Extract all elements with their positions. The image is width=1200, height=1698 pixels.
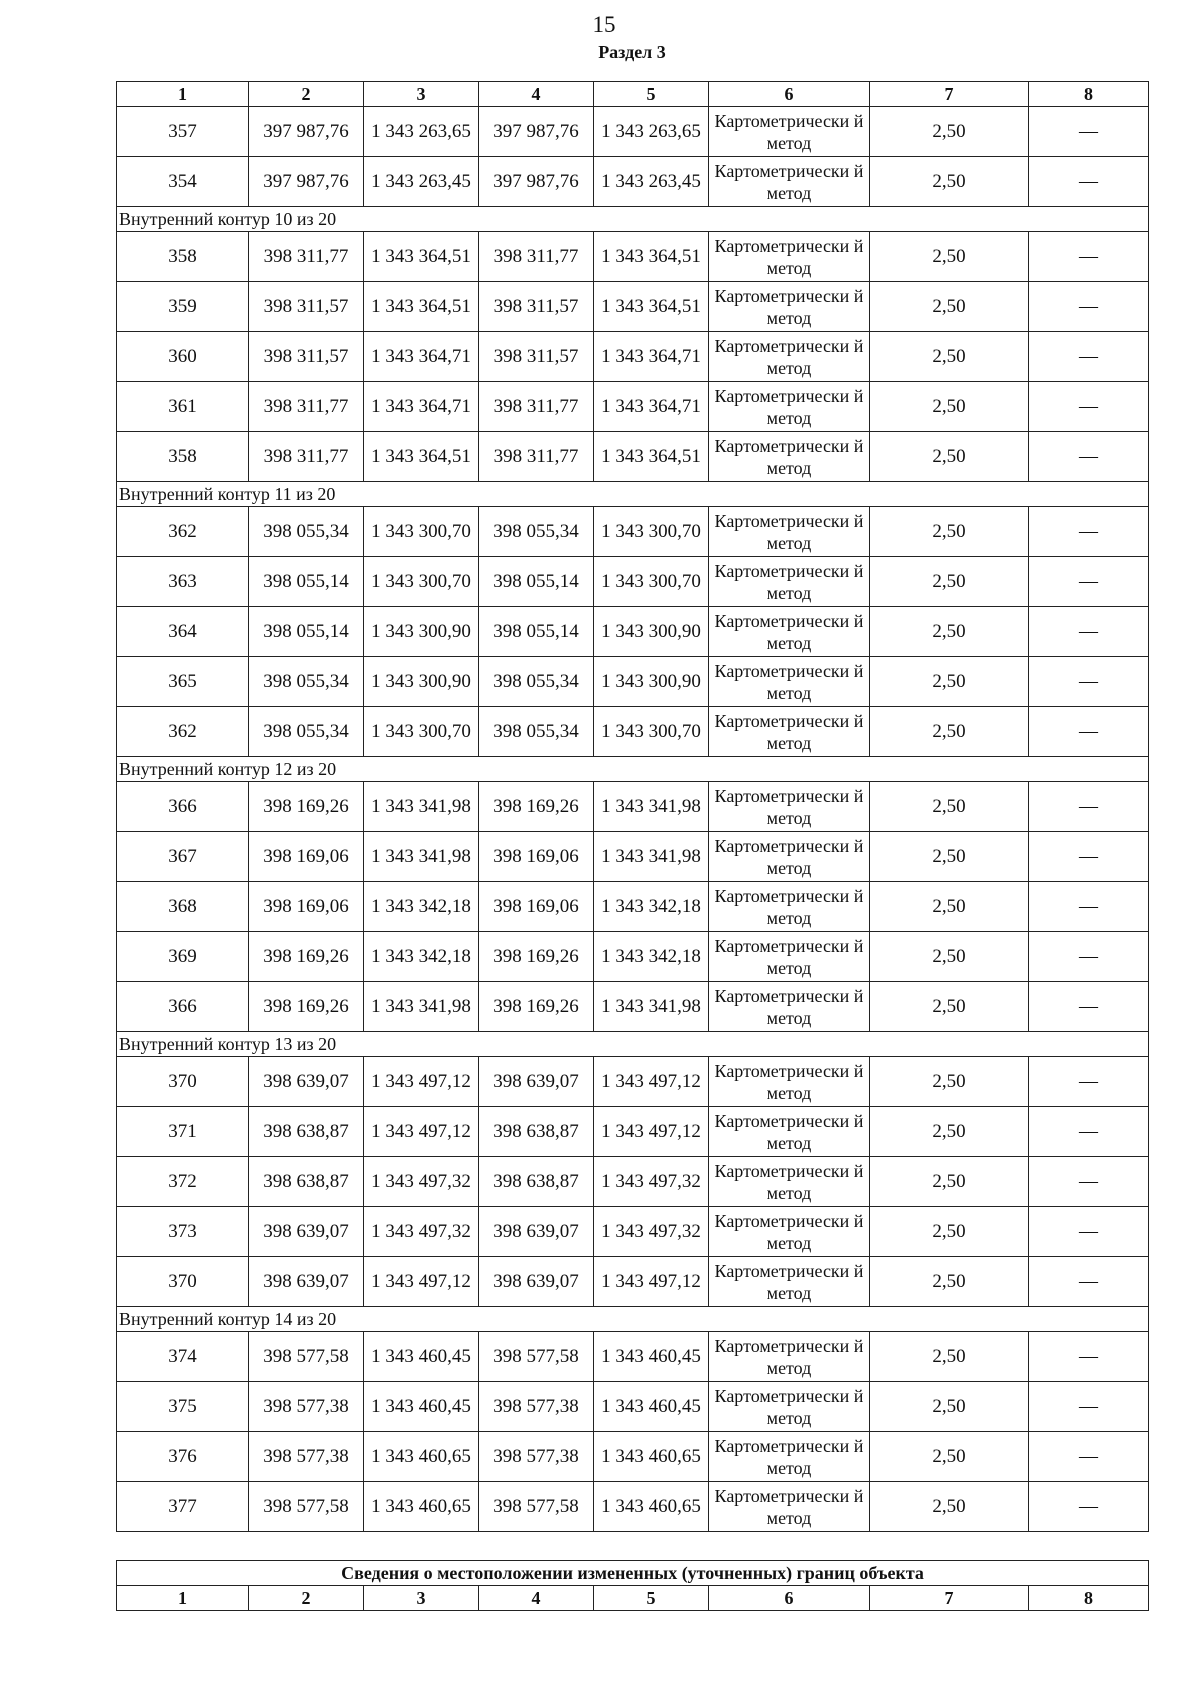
table-cell: 398 311,77 xyxy=(479,232,594,282)
table-cell: 398 639,07 xyxy=(479,1057,594,1107)
table-cell: 398 055,14 xyxy=(249,607,364,657)
table-cell: 398 055,14 xyxy=(479,607,594,657)
table-cell: 1 343 263,45 xyxy=(364,157,479,207)
table-cell: 1 343 342,18 xyxy=(364,882,479,932)
table-row xyxy=(117,1257,1149,1307)
table-cell: 398 638,87 xyxy=(249,1157,364,1207)
table-cell: 1 343 341,98 xyxy=(594,832,709,882)
table-cell: — xyxy=(1029,1207,1149,1257)
table-cell: 398 169,06 xyxy=(479,882,594,932)
table-cell: 398 169,26 xyxy=(479,782,594,832)
table-cell: 2,50 xyxy=(870,657,1029,707)
table-cell: 364 xyxy=(117,607,249,657)
table-row xyxy=(117,332,1149,382)
column-header: 7 xyxy=(870,82,1029,107)
table-cell: — xyxy=(1029,982,1149,1032)
table-cell: Картометрически й метод xyxy=(709,607,870,657)
table-cell: 2,50 xyxy=(870,832,1029,882)
table-row xyxy=(117,1382,1149,1432)
table-cell: — xyxy=(1029,107,1149,157)
table-cell: 2,50 xyxy=(870,557,1029,607)
table-cell: 1 343 497,32 xyxy=(364,1157,479,1207)
table-cell: 398 169,06 xyxy=(479,832,594,882)
table-row xyxy=(117,782,1149,832)
table-cell: 398 639,07 xyxy=(479,1207,594,1257)
table-cell: — xyxy=(1029,382,1149,432)
table-cell: — xyxy=(1029,782,1149,832)
table-cell: Картометрически й метод xyxy=(709,782,870,832)
changed-boundaries-table xyxy=(116,1560,1149,1611)
table-cell: Картометрически й метод xyxy=(709,507,870,557)
table-cell: 2,50 xyxy=(870,1257,1029,1307)
bottom-column-header-row xyxy=(117,1586,1149,1611)
table-cell: 398 169,26 xyxy=(479,932,594,982)
table-row xyxy=(117,282,1149,332)
table-cell: 397 987,76 xyxy=(249,107,364,157)
column-header: 3 xyxy=(364,82,479,107)
table-cell: 2,50 xyxy=(870,232,1029,282)
table-cell: — xyxy=(1029,1382,1149,1432)
table-cell: Картометрически й метод xyxy=(709,707,870,757)
contour-row xyxy=(117,482,1149,507)
table-cell: 398 055,34 xyxy=(249,657,364,707)
table-cell: 361 xyxy=(117,382,249,432)
table-cell: 398 055,34 xyxy=(249,507,364,557)
table-cell: 398 311,57 xyxy=(479,282,594,332)
table-cell: 2,50 xyxy=(870,607,1029,657)
table-cell: — xyxy=(1029,607,1149,657)
table-cell: 2,50 xyxy=(870,157,1029,207)
table-cell: 1 343 460,65 xyxy=(594,1432,709,1482)
table-cell: 2,50 xyxy=(870,507,1029,557)
table-cell: 1 343 342,18 xyxy=(594,932,709,982)
table-cell: 1 343 300,70 xyxy=(364,507,479,557)
table-cell: 398 577,38 xyxy=(249,1382,364,1432)
table-cell: 1 343 497,12 xyxy=(364,1257,479,1307)
table-cell: — xyxy=(1029,1482,1149,1532)
table-cell: 2,50 xyxy=(870,1482,1029,1532)
table-cell: 397 987,76 xyxy=(479,107,594,157)
table-cell: 1 343 300,90 xyxy=(364,657,479,707)
table-cell: 360 xyxy=(117,332,249,382)
table-cell: 398 577,38 xyxy=(249,1432,364,1482)
table-row xyxy=(117,157,1149,207)
table-cell: 2,50 xyxy=(870,1207,1029,1257)
table-cell: 2,50 xyxy=(870,1057,1029,1107)
table-cell: — xyxy=(1029,832,1149,882)
table-cell: 358 xyxy=(117,432,249,482)
column-header-row xyxy=(117,82,1149,107)
table-row xyxy=(117,507,1149,557)
table-cell: 357 xyxy=(117,107,249,157)
table-cell: 398 169,26 xyxy=(479,982,594,1032)
table-cell: 398 311,57 xyxy=(249,282,364,332)
table-cell: 1 343 364,51 xyxy=(364,432,479,482)
column-header: 5 xyxy=(594,1586,709,1611)
table-cell: Картометрически й метод xyxy=(709,107,870,157)
table-cell: 1 343 497,12 xyxy=(364,1107,479,1157)
table-row xyxy=(117,1057,1149,1107)
table-cell: 375 xyxy=(117,1382,249,1432)
contour-row xyxy=(117,1307,1149,1332)
table-cell: 2,50 xyxy=(870,882,1029,932)
column-header: 1 xyxy=(117,82,249,107)
table-cell: Картометрически й метод xyxy=(709,1207,870,1257)
table-cell: 369 xyxy=(117,932,249,982)
table-cell: 398 638,87 xyxy=(479,1107,594,1157)
column-header: 4 xyxy=(479,82,594,107)
table-cell: Картометрически й метод xyxy=(709,832,870,882)
table-cell: 1 343 341,98 xyxy=(364,982,479,1032)
table-cell: 366 xyxy=(117,982,249,1032)
table-cell: 1 343 497,12 xyxy=(594,1257,709,1307)
table-cell: 1 343 300,70 xyxy=(364,557,479,607)
table-row xyxy=(117,557,1149,607)
table-cell: 1 343 497,12 xyxy=(364,1057,479,1107)
table-cell: 398 169,26 xyxy=(249,782,364,832)
table-cell: 398 638,87 xyxy=(479,1157,594,1207)
table-cell: — xyxy=(1029,1332,1149,1382)
coordinates-table-body xyxy=(117,82,1149,1532)
table-cell: — xyxy=(1029,1107,1149,1157)
table-cell: 367 xyxy=(117,832,249,882)
table-cell: Картометрически й метод xyxy=(709,982,870,1032)
table-cell: 2,50 xyxy=(870,1382,1029,1432)
table-cell: 1 343 263,65 xyxy=(594,107,709,157)
table-cell: 1 343 497,12 xyxy=(594,1107,709,1157)
table-cell: 1 343 263,45 xyxy=(594,157,709,207)
table-cell: 2,50 xyxy=(870,932,1029,982)
table-cell: 398 577,38 xyxy=(479,1432,594,1482)
table-row xyxy=(117,657,1149,707)
table-cell: Картометрически й метод xyxy=(709,1332,870,1382)
table-cell: 366 xyxy=(117,782,249,832)
column-header: 1 xyxy=(117,1586,249,1611)
table-cell: 1 343 341,98 xyxy=(364,832,479,882)
column-header: 5 xyxy=(594,82,709,107)
table-cell: 1 343 497,32 xyxy=(594,1207,709,1257)
table-cell: — xyxy=(1029,932,1149,982)
table-cell: 398 169,26 xyxy=(249,932,364,982)
table-cell: Картометрически й метод xyxy=(709,932,870,982)
contour-label: Внутренний контур 14 из 20 xyxy=(117,1307,1149,1332)
table-cell: 1 343 300,90 xyxy=(594,657,709,707)
table-cell: 1 343 300,90 xyxy=(364,607,479,657)
table-cell: 398 311,77 xyxy=(479,382,594,432)
table-cell: 1 343 300,70 xyxy=(364,707,479,757)
table-cell: Картометрически й метод xyxy=(709,232,870,282)
table-cell: 358 xyxy=(117,232,249,282)
table-cell: Картометрически й метод xyxy=(709,1157,870,1207)
coordinates-table xyxy=(116,81,1149,1532)
table-cell: 1 343 364,51 xyxy=(594,232,709,282)
table-cell: 398 169,06 xyxy=(249,882,364,932)
table-cell: — xyxy=(1029,1257,1149,1307)
table-cell: 2,50 xyxy=(870,1107,1029,1157)
table-cell: 362 xyxy=(117,507,249,557)
table-cell: 1 343 460,45 xyxy=(364,1332,479,1382)
table-cell: 2,50 xyxy=(870,432,1029,482)
contour-row xyxy=(117,207,1149,232)
table-cell: 2,50 xyxy=(870,382,1029,432)
table-cell: Картометрически й метод xyxy=(709,1432,870,1482)
table-cell: 1 343 460,45 xyxy=(594,1382,709,1432)
changed-boundaries-caption: Сведения о местоположении измененных (уточненных) границ объекта xyxy=(117,1561,1149,1586)
table-cell: 368 xyxy=(117,882,249,932)
table-cell: 398 639,07 xyxy=(249,1257,364,1307)
table-cell: 363 xyxy=(117,557,249,607)
table-cell: 2,50 xyxy=(870,1332,1029,1382)
table-cell: 398 311,77 xyxy=(249,382,364,432)
table-cell: — xyxy=(1029,157,1149,207)
table-cell: 1 343 364,71 xyxy=(364,382,479,432)
table-cell: 398 577,58 xyxy=(479,1332,594,1382)
table-cell: 398 638,87 xyxy=(249,1107,364,1157)
table-cell: 1 343 364,51 xyxy=(594,282,709,332)
table-row xyxy=(117,982,1149,1032)
table-cell: 398 577,58 xyxy=(249,1482,364,1532)
table-cell: 398 055,14 xyxy=(479,557,594,607)
table-cell: — xyxy=(1029,1432,1149,1482)
table-cell: 372 xyxy=(117,1157,249,1207)
column-header: 8 xyxy=(1029,82,1149,107)
table-cell: 2,50 xyxy=(870,1432,1029,1482)
changed-boundaries-table-body xyxy=(117,1561,1149,1611)
table-row xyxy=(117,1432,1149,1482)
column-header: 2 xyxy=(249,1586,364,1611)
changed-boundaries-caption-row xyxy=(117,1561,1149,1586)
table-cell: 1 343 460,65 xyxy=(364,1432,479,1482)
table-cell: — xyxy=(1029,1157,1149,1207)
table-cell: 398 639,07 xyxy=(479,1257,594,1307)
table-cell: — xyxy=(1029,232,1149,282)
table-cell: — xyxy=(1029,557,1149,607)
contour-row xyxy=(117,757,1149,782)
table-row xyxy=(117,432,1149,482)
table-cell: 398 577,58 xyxy=(479,1482,594,1532)
table-cell: 397 987,76 xyxy=(479,157,594,207)
table-cell: 2,50 xyxy=(870,707,1029,757)
column-header: 2 xyxy=(249,82,364,107)
table-cell: 1 343 364,71 xyxy=(594,382,709,432)
table-cell: 1 343 364,51 xyxy=(364,282,479,332)
contour-label: Внутренний контур 12 из 20 xyxy=(117,757,1149,782)
table-cell: 398 055,14 xyxy=(249,557,364,607)
table-cell: — xyxy=(1029,332,1149,382)
table-cell: 398 311,77 xyxy=(249,232,364,282)
table-cell: 1 343 460,45 xyxy=(364,1382,479,1432)
table-cell: Картометрически й метод xyxy=(709,1057,870,1107)
table-cell: 2,50 xyxy=(870,782,1029,832)
table-cell: 1 343 497,32 xyxy=(364,1207,479,1257)
column-header: 6 xyxy=(709,1586,870,1611)
table-cell: Картометрически й метод xyxy=(709,657,870,707)
table-cell: 398 055,34 xyxy=(479,707,594,757)
table-cell: 398 577,58 xyxy=(249,1332,364,1382)
table-cell: Картометрически й метод xyxy=(709,382,870,432)
table-cell: 398 311,57 xyxy=(249,332,364,382)
table-cell: 1 343 300,70 xyxy=(594,507,709,557)
table-cell: 1 343 364,51 xyxy=(364,232,479,282)
table-row xyxy=(117,1157,1149,1207)
table-cell: 1 343 460,45 xyxy=(594,1332,709,1382)
table-row xyxy=(117,882,1149,932)
table-cell: 1 343 300,70 xyxy=(594,707,709,757)
table-cell: 1 343 341,98 xyxy=(594,982,709,1032)
table-cell: 398 639,07 xyxy=(249,1057,364,1107)
table-cell: 1 343 300,70 xyxy=(594,557,709,607)
table-cell: Картометрически й метод xyxy=(709,882,870,932)
table-cell: 354 xyxy=(117,157,249,207)
table-cell: 376 xyxy=(117,1432,249,1482)
table-cell: Картометрически й метод xyxy=(709,1382,870,1432)
table-cell: Картометрически й метод xyxy=(709,1257,870,1307)
table-cell: — xyxy=(1029,282,1149,332)
table-cell: — xyxy=(1029,432,1149,482)
table-cell: Картометрически й метод xyxy=(709,282,870,332)
table-cell: 398 055,34 xyxy=(249,707,364,757)
column-header: 7 xyxy=(870,1586,1029,1611)
page-number: 15 xyxy=(592,12,616,37)
table-cell: 1 343 460,65 xyxy=(364,1482,479,1532)
table-cell: 398 577,38 xyxy=(479,1382,594,1432)
table-row xyxy=(117,1107,1149,1157)
table-cell: 1 343 263,65 xyxy=(364,107,479,157)
table-cell: 398 311,77 xyxy=(249,432,364,482)
table-cell: 2,50 xyxy=(870,282,1029,332)
contour-label: Внутренний контур 11 из 20 xyxy=(117,482,1149,507)
column-header: 4 xyxy=(479,1586,594,1611)
table-cell: 377 xyxy=(117,1482,249,1532)
table-cell: 1 343 364,71 xyxy=(364,332,479,382)
column-header: 8 xyxy=(1029,1586,1149,1611)
table-row xyxy=(117,607,1149,657)
table-cell: 371 xyxy=(117,1107,249,1157)
table-cell: 398 311,57 xyxy=(479,332,594,382)
table-cell: 398 055,34 xyxy=(479,657,594,707)
table-cell: 1 343 342,18 xyxy=(594,882,709,932)
table-cell: 373 xyxy=(117,1207,249,1257)
table-row xyxy=(117,1332,1149,1382)
table-cell: 398 055,34 xyxy=(479,507,594,557)
table-cell: 1 343 364,71 xyxy=(594,332,709,382)
table-cell: 397 987,76 xyxy=(249,157,364,207)
table-cell: — xyxy=(1029,882,1149,932)
table-cell: 365 xyxy=(117,657,249,707)
table-row xyxy=(117,107,1149,157)
table-cell: Картометрически й метод xyxy=(709,332,870,382)
table-cell: 1 343 342,18 xyxy=(364,932,479,982)
table-cell: Картометрически й метод xyxy=(709,1107,870,1157)
table-cell: 2,50 xyxy=(870,982,1029,1032)
table-cell: 1 343 460,65 xyxy=(594,1482,709,1532)
table-cell: Картометрически й метод xyxy=(709,157,870,207)
table-cell: 374 xyxy=(117,1332,249,1382)
table-row xyxy=(117,1482,1149,1532)
table-cell: — xyxy=(1029,507,1149,557)
contour-label: Внутренний контур 13 из 20 xyxy=(117,1032,1149,1057)
table-cell: 1 343 497,12 xyxy=(594,1057,709,1107)
table-cell: 398 639,07 xyxy=(249,1207,364,1257)
column-header: 3 xyxy=(364,1586,479,1611)
table-row xyxy=(117,382,1149,432)
table-cell: — xyxy=(1029,1057,1149,1107)
table-cell: 2,50 xyxy=(870,1157,1029,1207)
column-header: 6 xyxy=(709,82,870,107)
table-cell: 1 343 341,98 xyxy=(364,782,479,832)
table-cell: Картометрически й метод xyxy=(709,557,870,607)
table-row xyxy=(117,232,1149,282)
contour-label: Внутренний контур 10 из 20 xyxy=(117,207,1149,232)
section-title: Раздел 3 xyxy=(598,42,666,62)
table-cell: 398 169,26 xyxy=(249,982,364,1032)
table-row xyxy=(117,932,1149,982)
table-cell: — xyxy=(1029,657,1149,707)
table-cell: 362 xyxy=(117,707,249,757)
table-row xyxy=(117,707,1149,757)
table-cell: 1 343 300,90 xyxy=(594,607,709,657)
table-cell: 2,50 xyxy=(870,107,1029,157)
table-cell: Картометрически й метод xyxy=(709,1482,870,1532)
table-cell: 359 xyxy=(117,282,249,332)
table-cell: — xyxy=(1029,707,1149,757)
table-cell: Картометрически й метод xyxy=(709,432,870,482)
table-cell: 398 169,06 xyxy=(249,832,364,882)
table-cell: 1 343 497,32 xyxy=(594,1157,709,1207)
table-cell: 398 311,77 xyxy=(479,432,594,482)
table-cell: 1 343 341,98 xyxy=(594,782,709,832)
table-row xyxy=(117,832,1149,882)
table-cell: 2,50 xyxy=(870,332,1029,382)
table-cell: 1 343 364,51 xyxy=(594,432,709,482)
table-cell: 370 xyxy=(117,1057,249,1107)
contour-row xyxy=(117,1032,1149,1057)
table-row xyxy=(117,1207,1149,1257)
table-cell: 370 xyxy=(117,1257,249,1307)
